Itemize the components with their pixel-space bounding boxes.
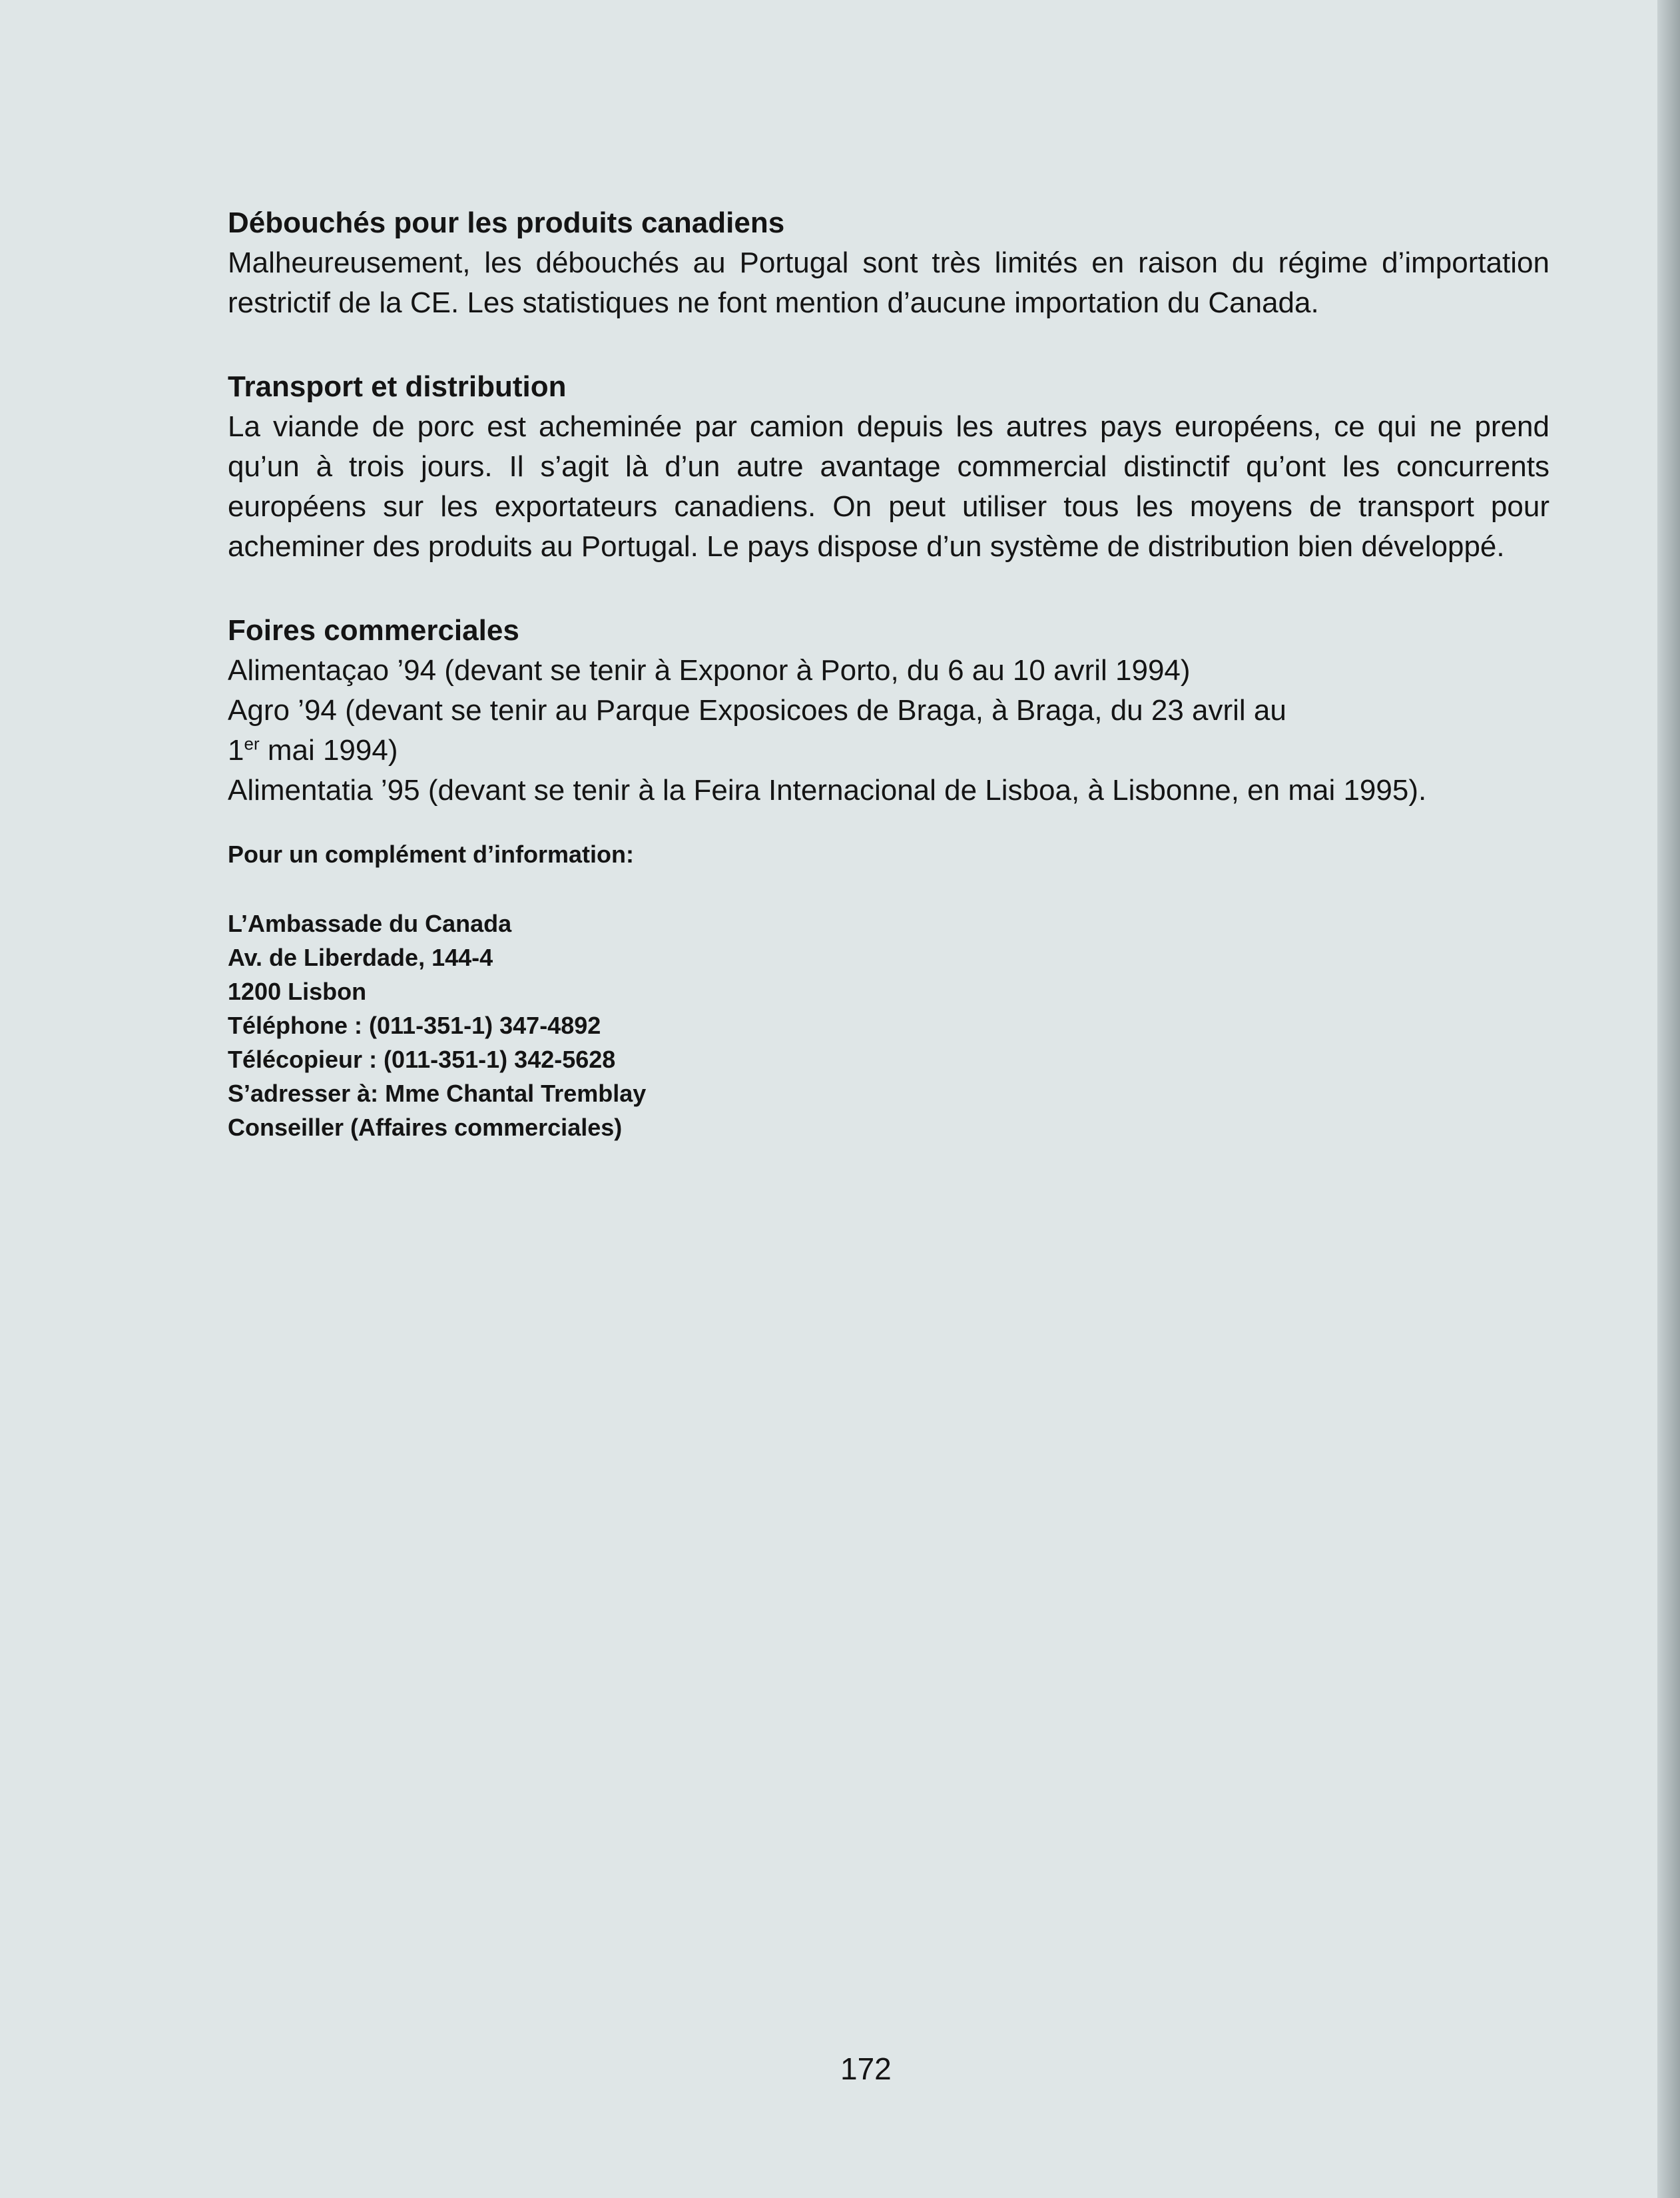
page-number: 172 [840, 2051, 892, 2086]
fair-item: Agro ’94 (devant se tenir au Parque Exposicoes de Braga, à Braga, du 23 avril au [228, 694, 1286, 727]
page-edge-shadow [1657, 0, 1680, 2198]
fair-item: Alimentatia ’95 (devant se tenir à la Feira Internacional de Lisboa, à Lisbonne, en mai 1995). [228, 774, 1427, 807]
contact-phone: Téléphone : (011-351-1) 347-4892 [228, 1012, 601, 1039]
contact-title: Conseiller (Affaires commerciales) [228, 1114, 623, 1141]
fair-item: Alimentaçao ’94 (devant se tenir à Exponor à Porto, du 6 au 10 avril 1994) [228, 654, 1191, 687]
section-transport [228, 367, 1549, 567]
section-foires [228, 611, 1549, 811]
contact-organization: L’Ambassade du Canada [228, 910, 512, 937]
fair-date-day: 1 [228, 734, 244, 767]
fair-date-ordinal: er [244, 733, 260, 754]
section-paragraph: La viande de porc est acheminée par camion depuis les autres pays européens, ce qui ne prend qu’un à trois jours. Il s’agit là d’un autre avantage commercial distinctif qu’ont les concurrents européens sur les exportateurs canadiens. On peut utiliser tous les moyens de transport pour acheminer des produits au Portugal. Le pays dispose d’un système de distribution bien développé. [228, 410, 1549, 563]
contact-heading: Pour un complément d’information: [228, 841, 634, 868]
contact-block [228, 837, 1549, 1144]
section-heading: Foires commerciales [228, 614, 519, 647]
contact-address: Av. de Liberdade, 144-4 [228, 944, 493, 971]
section-heading: Débouchés pour les produits canadiens [228, 206, 785, 239]
section-paragraph: Malheureusement, les débouchés au Portugal sont très limités en raison du régime d’importation restrictif de la CE. Les statistiques ne font mention d’aucune importation du Canada. [228, 246, 1549, 319]
section-heading: Transport et distribution [228, 370, 567, 403]
contact-fax: Télécopieur : (011-351-1) 342-5628 [228, 1046, 616, 1073]
fair-date-rest: mai 1994) [259, 734, 398, 767]
fair-item-continuation [228, 731, 1549, 771]
contact-person: S’adresser à: Mme Chantal Tremblay [228, 1080, 647, 1107]
contact-city: 1200 Lisbon [228, 978, 367, 1005]
section-debouches [228, 203, 1549, 323]
document-body [228, 203, 1549, 1144]
